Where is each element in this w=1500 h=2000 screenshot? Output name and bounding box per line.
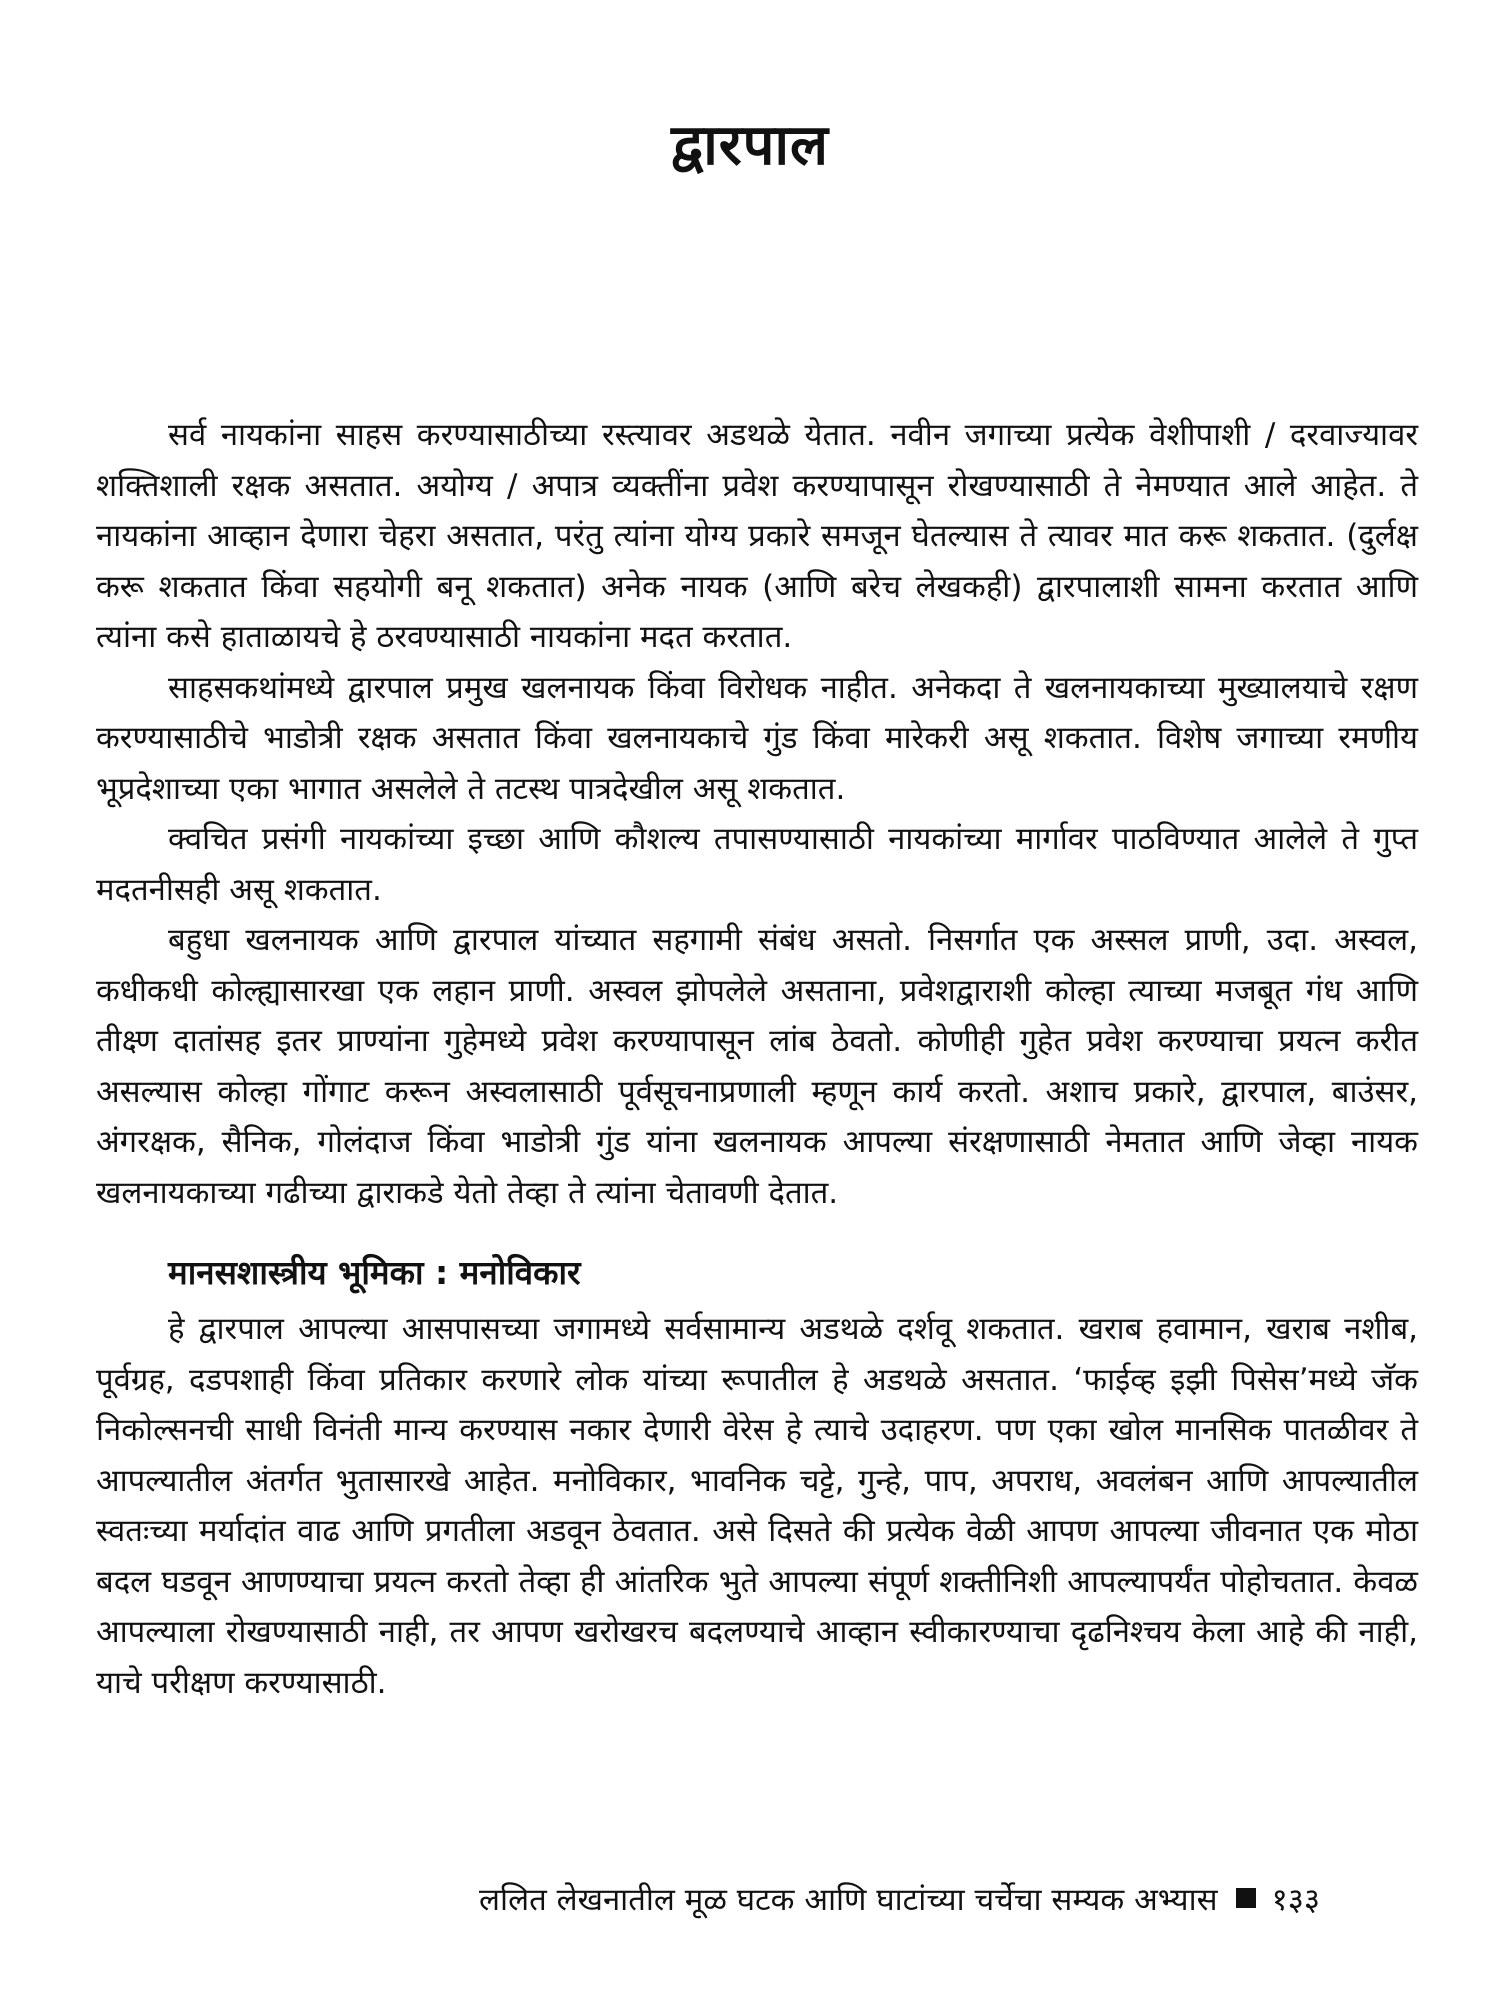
page-footer [320,1880,1320,1920]
body-text [96,410,1418,1708]
page-number: १३३ [1271,1882,1320,1918]
paragraph-4: बहुधा खलनायक आणि द्वारपाल यांच्यात सहगामी संबंध असतो. निसर्गात एक अस्सल प्राणी, उदा. अस्वल, कधीकधी कोल्ह्यासारखा एक लहान प्राणी. अस्वल झोपलेले असताना, प्रवेशद्वाराशी कोल्हा त्याच्या मजबूत गंध आणि तीक्ष्ण दातांसह इतर प्राण्यांना गुहेमध्ये प्रवेश करण्यापासून लांब ठेवतो. कोणीही गुहेत प्रवेश करण्याचा प्रयत्न करीत असल्यास कोल्हा गोंगाट करून अस्वलासाठी पूर्वसूचनाप्रणाली म्हणून कार्य करतो. अशाच प्रकारे, द्वारपाल, बाउंसर, अंगरक्षक, सैनिक, गोलंदाज किंवा भाडोत्री गुंड यांना खलनायक आपल्या संरक्षणासाठी नेमतात आणि जेव्हा नायक खलनायकाच्या गढीच्या द्वाराकडे येतो तेव्हा ते त्यांना चेतावणी देतात. [96,922,1418,1211]
section-subheading: मानसशास्त्रीय भूमिका : मनोविकार [168,1253,581,1292]
paragraph-1: सर्व नायकांना साहस करण्यासाठीच्या रस्त्यावर अडथळे येतात. नवीन जगाच्या प्रत्येक वेशीपाशी / दरवाज्यावर शक्तिशाली रक्षक असतात. अयोग्य / अपात्र व्यक्तींना प्रवेश करण्यापासून रोखण्यासाठी ते नेमण्यात आले आहेत. ते नायकांना आव्हान देणारा चेहरा असतात, परंतु त्यांना योग्य प्रकारे समजून घेतल्यास ते त्यावर मात करू शकतात. (दुर्लक्ष करू शकतात किंवा सहयोगी बनू शकतात) अनेक नायक (आणि बरेच लेखकही) द्वारपालाशी सामना करतात आणि त्यांना कसे हाताळायचे हे ठरवण्यासाठी नायकांना मदत करतात. [96,417,1418,655]
square-separator-icon [1236,1888,1256,1908]
running-title: ललित लेखनातील मूळ घटक आणि घाटांच्या चर्चेचा सम्यक अभ्यास [479,1882,1218,1918]
paragraph-5: हे द्वारपाल आपल्या आसपासच्या जगामध्ये सर्वसामान्य अडथळे दर्शवू शकतात. खराब हवामान, खराब नशीब, पूर्वग्रह, दडपशाही किंवा प्रतिकार करणारे लोक यांच्या रूपातील हे अडथळे असतात. ‘फाईव्ह इझी पिसेस’मध्ये जॅक निकोल्सनची साधी विनंती मान्य करण्यास नकार देणारी वेरेस हे त्याचे उदाहरण. पण एका खोल मानसिक पातळीवर ते आपल्यातील अंतर्गत भुतासारखे आहेत. मनोविकार, भावनिक चट्टे, गुन्हे, पाप, अपराध, अवलंबन आणि आपल्यातील स्वतःच्या मर्यादांत वाढ आणि प्रगतीला अडवून ठेवतात. असे दिसते की प्रत्येक वेळी आपण आपल्या जीवनात एक मोठा बदल घडवून आणण्याचा प्रयत्न करतो तेव्हा ही आंतरिक भुते आपल्या संपूर्ण शक्तीनिशी आपल्यापर्यंत पोहोचतात. केवळ आपल्याला रोखण्यासाठी नाही, तर आपण खरोखरच बदलण्याचे आव्हान स्वीकारण्याचा दृढनिश्चय केला आहे की नाही, याचे परीक्षण करण्यासाठी. [96,1311,1418,1701]
page-title: द्वारपाल [671,113,829,178]
paragraph-3: क्वचित प्रसंगी नायकांच्या इच्छा आणि कौशल्य तपासण्यासाठी नायकांच्या मार्गावर पाठविण्यात आलेले ते गुप्त मदतनीसही असू शकतात. [96,821,1418,908]
paragraph-2: साहसकथांमध्ये द्वारपाल प्रमुख खलनायक किंवा विरोधक नाहीत. अनेकदा ते खलनायकाच्या मुख्यालयाचे रक्षण करण्यासाठीचे भाडोत्री रक्षक असतात किंवा खलनायकाचे गुंड किंवा मारेकरी असू शकतात. विशेष जगाच्या रमणीय भूप्रदेशाच्या एका भागात असलेले ते तटस्थ पात्रदेखील असू शकतात. [96,669,1418,807]
